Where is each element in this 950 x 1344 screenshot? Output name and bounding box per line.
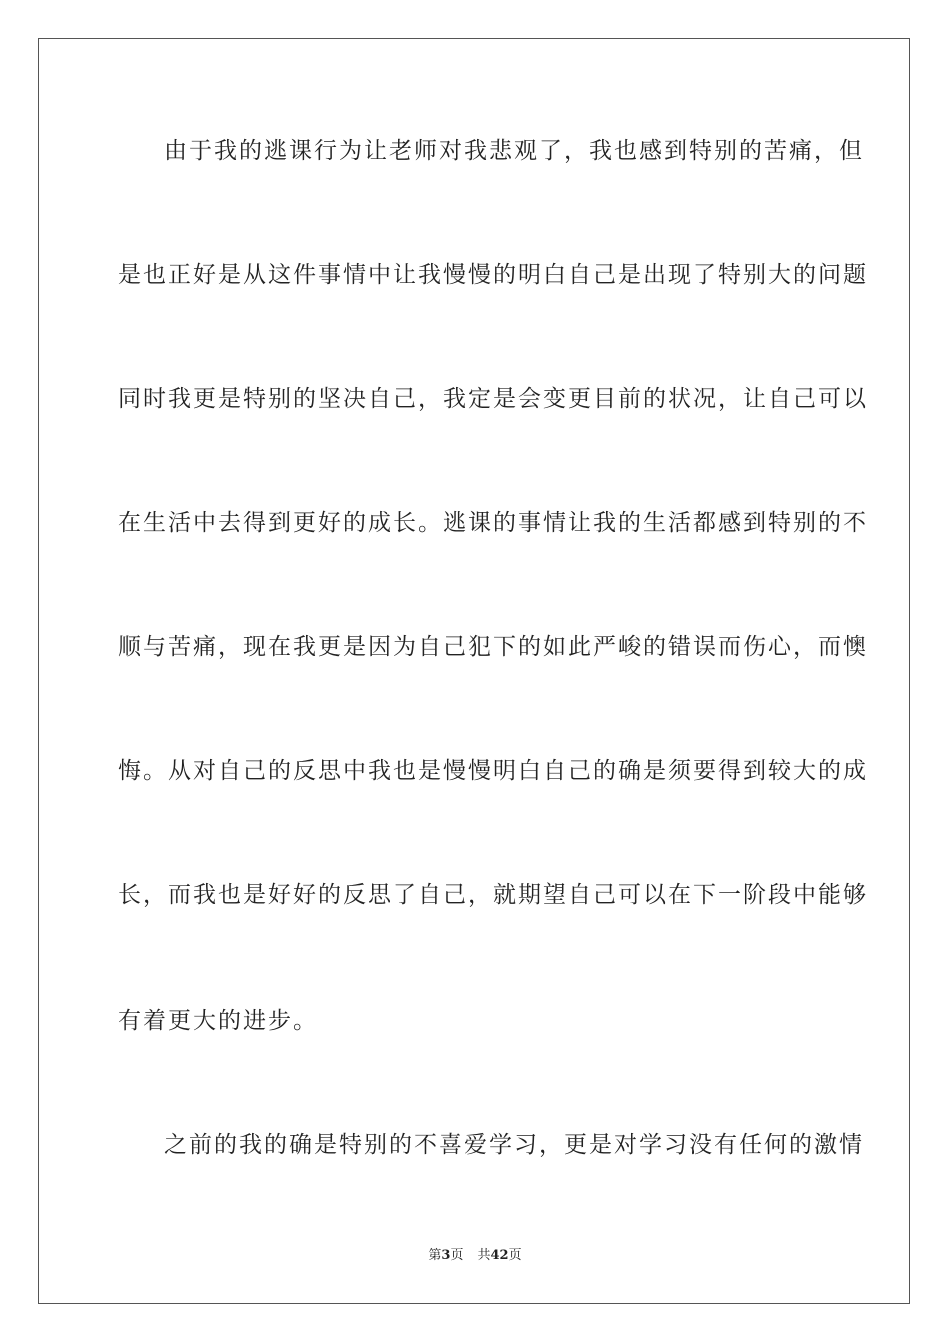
paragraph-line-6: 悔。从对自己的反思中我也是慢慢明白自己的确是须要得到较大的成 bbox=[118, 758, 868, 784]
page-border bbox=[38, 38, 910, 1304]
page-footer bbox=[0, 1244, 950, 1263]
paragraph-line-1: 由于我的逃课行为让老师对我悲观了，我也感到特别的苦痛，但 bbox=[164, 138, 864, 164]
paragraph-line-9: 之前的我的确是特别的不喜爱学习，更是对学习没有任何的激情 bbox=[164, 1132, 864, 1158]
paragraph-line-3: 同时我更是特别的坚决自己，我定是会变更目前的状况，让自己可以 bbox=[118, 386, 868, 412]
page-suffix: 页 bbox=[450, 1248, 464, 1263]
paragraph-line-7: 长，而我也是好好的反思了自己，就期望自己可以在下一阶段中能够 bbox=[118, 882, 868, 908]
total-pages: 42 bbox=[490, 1248, 509, 1263]
page-number: 3 bbox=[441, 1248, 451, 1263]
page-prefix: 第 bbox=[428, 1248, 442, 1263]
paragraph-line-5: 顺与苦痛，现在我更是因为自己犯下的如此严峻的错误而伤心，而懊 bbox=[118, 634, 868, 660]
paragraph-line-4: 在生活中去得到更好的成长。逃课的事情让我的生活都感到特别的不 bbox=[118, 510, 868, 536]
paragraph-line-2: 是也正好是从这件事情中让我慢慢的明白自己是出现了特别大的问题 bbox=[118, 262, 868, 288]
total-prefix: 共 bbox=[477, 1248, 491, 1263]
total-suffix: 页 bbox=[508, 1248, 522, 1263]
paragraph-line-8: 有着更大的进步。 bbox=[118, 1008, 318, 1034]
